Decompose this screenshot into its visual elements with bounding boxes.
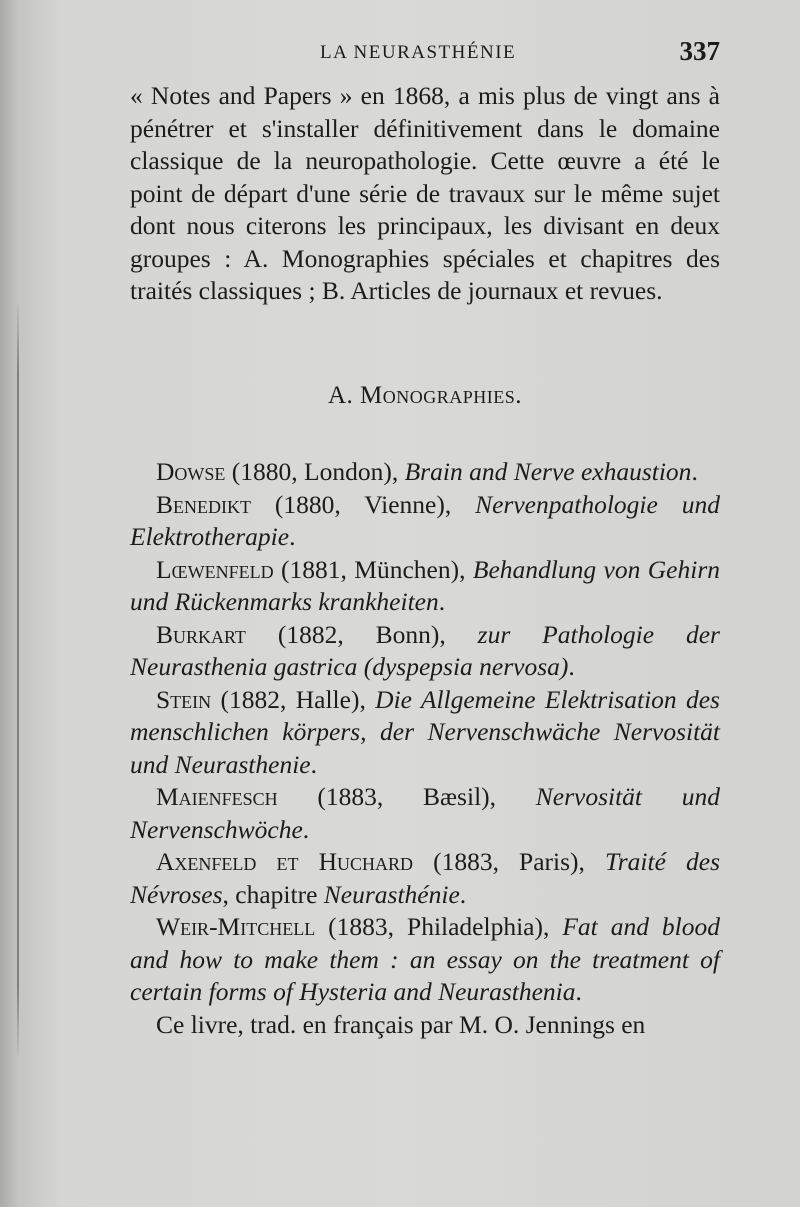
- intro-paragraph: « Notes and Papers » en 1868, a mis plus de vingt ans à pénétrer et s'installer définitivement dans le domaine classique de la neuropathologie. Cette œuvre a été le point de départ d'une série de travaux sur le même sujet dont nous citerons les principaux, les divisant en deux groupes : A. Monographies spéciales et chapitres des traités classiques ; B. Articles de journaux et revues.: [130, 81, 720, 305]
- entry-title: Behandlung von Gehirn und Rückenmarks krankheiten: [130, 554, 720, 616]
- entry-title: zur Pathologie der Neurasthenia gastrica (dyspepsia nervosa): [130, 619, 720, 681]
- entry-author: Stein: [156, 684, 212, 714]
- entry-author: Axenfeld et Huchard: [156, 847, 413, 876]
- entry-details: (1881, München),: [273, 554, 473, 584]
- entry-end: .: [438, 587, 446, 616]
- entry-author: Maienfesch: [156, 782, 278, 811]
- entry-extra: , chapitre: [222, 879, 324, 909]
- section-prefix: A.: [327, 381, 361, 409]
- entry-details: (1883, Philadelphia),: [315, 912, 563, 941]
- entry-title: Brain and Nerve exhaustion: [404, 457, 692, 486]
- entry-end: .: [289, 522, 296, 551]
- entry-end: .: [568, 652, 575, 681]
- entry-title: Traité des Névroses: [130, 847, 720, 909]
- page-header: [130, 38, 720, 72]
- bibliography-entry: [130, 619, 720, 684]
- entry-title: Nervenpathologie und Elektrotherapie: [130, 489, 720, 551]
- entry-details: (1882, Bonn),: [245, 619, 478, 649]
- entry-author: Benedikt: [156, 489, 251, 519]
- entry-end: .: [459, 879, 467, 909]
- entry-end: .: [575, 977, 582, 1006]
- entry-details: (1880, London),: [225, 457, 405, 486]
- bibliography-entry: [130, 781, 720, 846]
- entry-details: (1883, Paris),: [413, 847, 605, 876]
- bibliography-entry: [130, 684, 720, 782]
- bibliography-entry: [130, 554, 720, 619]
- section-title: Monographies.: [360, 381, 523, 409]
- entry-author: Lœwenfeld: [156, 554, 274, 584]
- entry-author: Dowse: [156, 457, 226, 486]
- margin-crease: [17, 300, 19, 1060]
- entry-details: (1882, Halle),: [211, 684, 376, 714]
- running-title: LA NEURASTHÉNIE: [320, 42, 517, 63]
- entry-end: .: [302, 814, 310, 844]
- entry-details: (1883, Bæsil),: [277, 782, 536, 811]
- bibliography-entry: [130, 489, 720, 554]
- entry-details: (1880, Vienne),: [251, 489, 476, 519]
- bibliography-entry: [130, 456, 720, 489]
- entry-title: Nervosität und Nervenschwöche: [130, 782, 721, 844]
- closing-line: Ce livre, trad. en français par M. O. Jennings en: [156, 1009, 646, 1039]
- entry-title: Fat and blood and how to make them : an essay on the treatment of certain forms of Hysteria and Neurasthenia: [130, 912, 720, 1006]
- page-number: 337: [679, 36, 720, 66]
- bibliography-entry: [130, 846, 720, 911]
- bibliography-entry: [130, 911, 720, 1009]
- section-heading: [130, 380, 720, 413]
- entry-title: Die Allgemeine Elektrisation des menschlichen körpers, der Nervenschwäche Nervosität und Neurasthenie: [130, 684, 720, 779]
- entry-extra-title: Neurasthénie: [323, 879, 460, 909]
- entry-author: Weir-Mitchell: [156, 912, 316, 941]
- page-body: [130, 80, 720, 1041]
- entry-end: .: [310, 749, 317, 779]
- entry-end: .: [691, 457, 698, 486]
- entry-author: Burkart: [156, 619, 246, 649]
